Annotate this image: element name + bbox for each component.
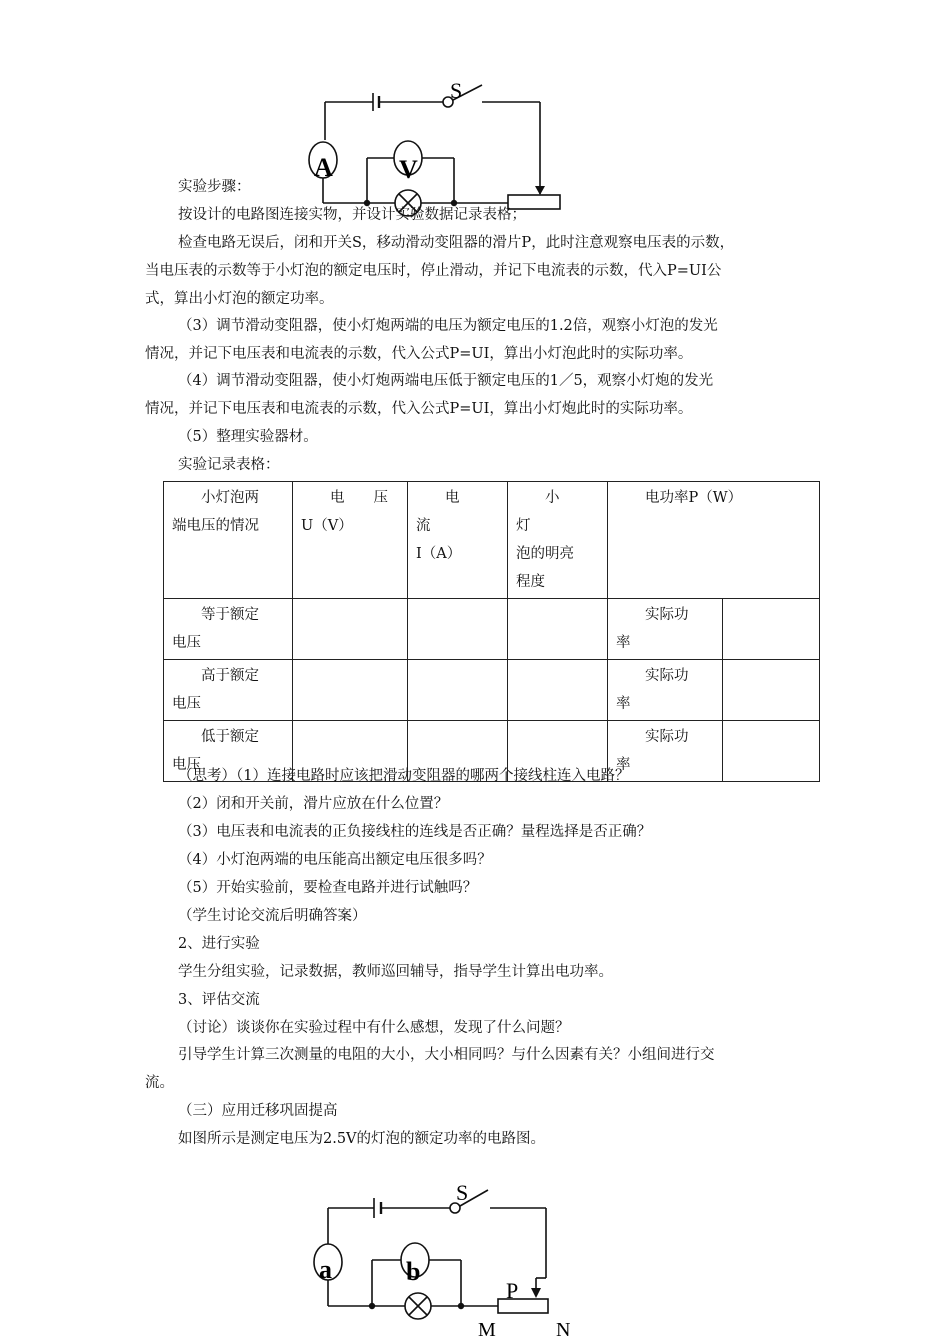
header-brightness (508, 482, 608, 599)
header-current-line-2: I（A） (416, 546, 462, 562)
header-brightness-line-2: 泡的明亮 (516, 546, 574, 562)
step-4-line-2: 情况，并记下电压表和电流表的示数，代入公式P=UI，算出小灯炮此时的实际功率。 (145, 401, 693, 417)
apply-text: 如图所示是测定电压为2.5V的灯泡的额定功率的电路图。 (178, 1131, 546, 1147)
header-voltage-line-1: 电 压 (330, 490, 388, 506)
section-3-title: 3、评估交流 (178, 992, 260, 1008)
header-brightness-line-3: 程度 (516, 574, 545, 590)
cell-brightness-input[interactable] (508, 660, 608, 721)
section-2-title: 2、进行实验 (178, 936, 260, 952)
step-3-line-1: （3）调节滑动变阻器，使小灯炮两端的电压为额定电压的1.2倍，观察小灯泡的发光 (178, 318, 718, 334)
think-question-1: （思考）（1）连接电路时应该把滑动变阻器的哪两个接线柱连入电路？ (178, 768, 630, 784)
row-condition-line-1: 高于额定 (201, 668, 259, 684)
junction-dot-right (458, 1303, 464, 1309)
section-3-discuss: （讨论）谈谈你在实验过程中有什么感想，发现了什么问题？ (178, 1020, 570, 1036)
row-condition-line-1: 等于额定 (201, 607, 259, 623)
step-2-line-3: 式，算出小灯泡的额定功率。 (145, 291, 334, 307)
experiment-record-table (163, 481, 820, 782)
cell-voltage-input[interactable] (293, 599, 408, 660)
row-power-label (608, 599, 723, 660)
think-question-5: （5）开始实验前，要检查电路并进行试触吗？ (178, 880, 478, 896)
end-n-label: N (556, 1319, 571, 1341)
step-5: （5）整理实验器材。 (178, 429, 318, 445)
end-m-label: M (478, 1319, 496, 1341)
apply-title: （三）应用迁移巩固提高 (178, 1103, 338, 1119)
step-1: 按设计的电路图连接实物，并设计实验数据记录表格； (178, 207, 526, 223)
header-voltage (293, 482, 408, 599)
header-condition-line-1: 小灯泡两 (201, 490, 259, 506)
cell-brightness-input[interactable] (508, 599, 608, 660)
cell-current-input[interactable] (408, 660, 508, 721)
row-condition (164, 599, 293, 660)
section-3-guide-line-1: 引导学生计算三次测量的电阻的大小，大小相同吗？与什么因素有关？小组间进行交 (178, 1047, 715, 1063)
rheostat-arrow-icon (531, 1288, 541, 1298)
row-power-label (608, 660, 723, 721)
row-power-label-line-1: 实际功 (645, 729, 689, 745)
header-current (408, 482, 508, 599)
think-question-4: （4）小灯泡两端的电压能高出额定电压很多吗？ (178, 852, 492, 868)
table-row (164, 660, 820, 721)
junction-dot-left (369, 1303, 375, 1309)
think-question-2: （2）闭和开关前，滑片应放在什么位置？ (178, 796, 449, 812)
cell-power-input[interactable] (723, 599, 820, 660)
header-brightness-line-1: 小 灯 (516, 490, 589, 534)
section-2-text: 学生分组实验，记录数据，教师巡回辅导，指导学生计算出电功率。 (178, 964, 613, 980)
think-question-3: （3）电压表和电流表的正负接线柱的连线是否正确？量程选择是否正确？ (178, 824, 652, 840)
row-condition-line-1: 低于额定 (201, 729, 259, 745)
step-3-line-2: 情况，并记下电压表和电流表的示数，代入公式P=UI，算出小灯泡此时的实际功率。 (145, 346, 693, 362)
row-power-label-line-1: 实际功 (645, 668, 689, 684)
header-current-line-1: 电 流 (416, 490, 489, 534)
header-condition-line-2: 端电压的情况 (172, 518, 259, 534)
voltmeter-label: V (399, 155, 418, 184)
section-3-guide-line-2: 流。 (145, 1075, 174, 1091)
row-condition-line-2: 电压 (172, 757, 201, 773)
header-power (608, 482, 820, 599)
row-condition-line-2: 电压 (172, 696, 201, 712)
table-header-row (164, 482, 820, 599)
step-2-line-2: 当电压表的示数等于小灯泡的额定电压时，停止滑动，并记下电流表的示数，代入P=UI公 (145, 263, 722, 279)
cell-power-input[interactable] (723, 721, 820, 782)
header-condition (164, 482, 293, 599)
rheostat-arrow-icon (535, 186, 545, 195)
cell-power-input[interactable] (723, 660, 820, 721)
circuit-diagram-1 (290, 70, 570, 220)
slider-label: P (506, 1278, 519, 1303)
row-power-label-line-2: 率 (616, 757, 631, 773)
row-power-label-line-2: 率 (616, 635, 631, 651)
row-power-label-line-2: 率 (616, 696, 631, 712)
table-heading: 实验记录表格： (178, 457, 280, 473)
switch-label: S (450, 78, 463, 103)
step-4-line-1: （4）调节滑动变阻器，使小灯炮两端电压低于额定电压的1／5，观察小灯炮的发光 (178, 373, 714, 389)
cell-voltage-input[interactable] (293, 660, 408, 721)
steps-heading: 实验步骤： (178, 179, 251, 195)
row-power-label-line-1: 实际功 (645, 607, 689, 623)
switch-label: S (456, 1180, 469, 1205)
header-power-text: 电功率P（W） (645, 490, 743, 506)
step-2-line-1: 检查电路无误后，闭和开关S，移动滑动变阻器的滑片P，此时注意观察电压表的示数， (178, 235, 735, 251)
meter-b-label: b (406, 1257, 421, 1286)
think-note: （学生讨论交流后明确答案） (178, 908, 367, 924)
header-voltage-line-2: U（V） (301, 518, 353, 534)
table-row (164, 599, 820, 660)
row-condition-line-2: 电压 (172, 635, 201, 651)
row-condition (164, 660, 293, 721)
circuit-diagram-2 (300, 1176, 600, 1344)
cell-current-input[interactable] (408, 599, 508, 660)
meter-a-label: a (319, 1255, 332, 1284)
ammeter-label: A (314, 153, 333, 182)
